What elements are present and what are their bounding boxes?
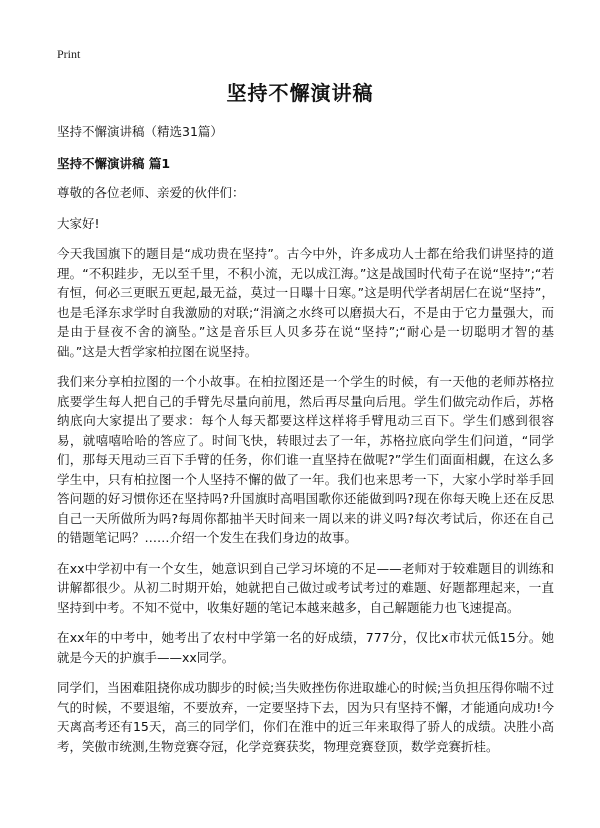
paragraph: 在xx年的中考中，她考出了农村中学第一名的好成绩，777分，仅比x市状元低15分。她就是今天的护旗手——xx同学。	[57, 630, 554, 665]
paragraph: 同学们，当困难阻挠你成功脚步的时候;当失败挫伤你进取雄心的时候;当负担压得你喘不过气的时候，不要退缩，不要放弃，一定要坚持下去，因为只有坚持不懈，才能通向成功!今天离高考还有15天，高三的同学们，你们在淮中的近三年来取得了骄人的成绩。决胜小高考，笑傲市统测,生物竞赛夺冠，化学竞赛获奖，物理竞赛登顶，数学竞赛折桂。	[57, 680, 554, 754]
section-heading: 坚持不懈演讲稿 篇1	[57, 155, 171, 171]
greeting: 大家好!	[57, 215, 100, 231]
document-subtitle: 坚持不懈演讲稿（精选31篇）	[57, 124, 223, 139]
salutation: 尊敬的各位老师、亲爱的伙伴们：	[57, 185, 245, 200]
paragraph: 在xx中学初中有一个女生，她意识到自己学习坏境的不足——老师对于较难题目的训练和讲解都很少。从初二时期开始，她就把自己做过或考试考过的难题、好题都理起来，一直坚持到中考。不知不觉中，收集好题的笔记本越来越多，自己解题能力也飞速提高。	[57, 560, 554, 615]
paragraph: 今天我国旗下的题目是“成功贵在坚持”。古今中外，许多成功人士都在给我们讲坚持的道理。“不积跬步，无以至千里，不积小流，无以成江海。”这是战国时代荀子在说“坚持”;“若有恒，何必三更眠五更起,最无益，莫过一日曝十日寒。”这是明代学者胡居仁在说“坚持”，也是毛泽东求学时自我激励的对联;“涓滴之水终可以磨损大石，不是由于它力量强大，而是由于昼夜不舍的滴坠。”这是音乐巨人贝多芬在说“坚持”;“耐心是一切聪明才智的基础。”这是大哲学家柏拉图在说坚持。	[57, 246, 554, 359]
paragraph: 我们来分享柏拉图的一个小故事。在柏拉图还是一个学生的时候，有一天他的老师苏格拉底要学生每人把自己的手臂先尽量向前甩，然后再尽量向后甩。学生们做完动作后，苏格纳底向大家提出了要求：每个人每天都要这样这样将手臂甩动三百下。学生们感到很容易，就嘻嘻哈哈的答应了。时间飞快，转眼过去了一年，苏格拉底向学生们问道，“同学们，那每天甩动三百下手臂的任务，你们谁一直坚持在做呢?”学生们面面相觑，在这么多学生中，只有柏拉图一个人坚持不懈的做了一年。我们也来思考一下，大家小学时举手回答问题的好习惯你还在坚持吗?升国旗时高唱国歌你还能做到吗?现在你每天晚上还在反思自己一天所做所为吗?每周你都抽半天时间来一周以来的讲义吗?每次考试后，你还在自己的错题笔记吗？……介绍一个发生在我们身边的故事。	[57, 374, 554, 545]
document-title: 坚持不懈演讲稿	[226, 81, 374, 105]
document-body	[57, 122, 554, 767]
print-label: Print	[57, 47, 81, 61]
